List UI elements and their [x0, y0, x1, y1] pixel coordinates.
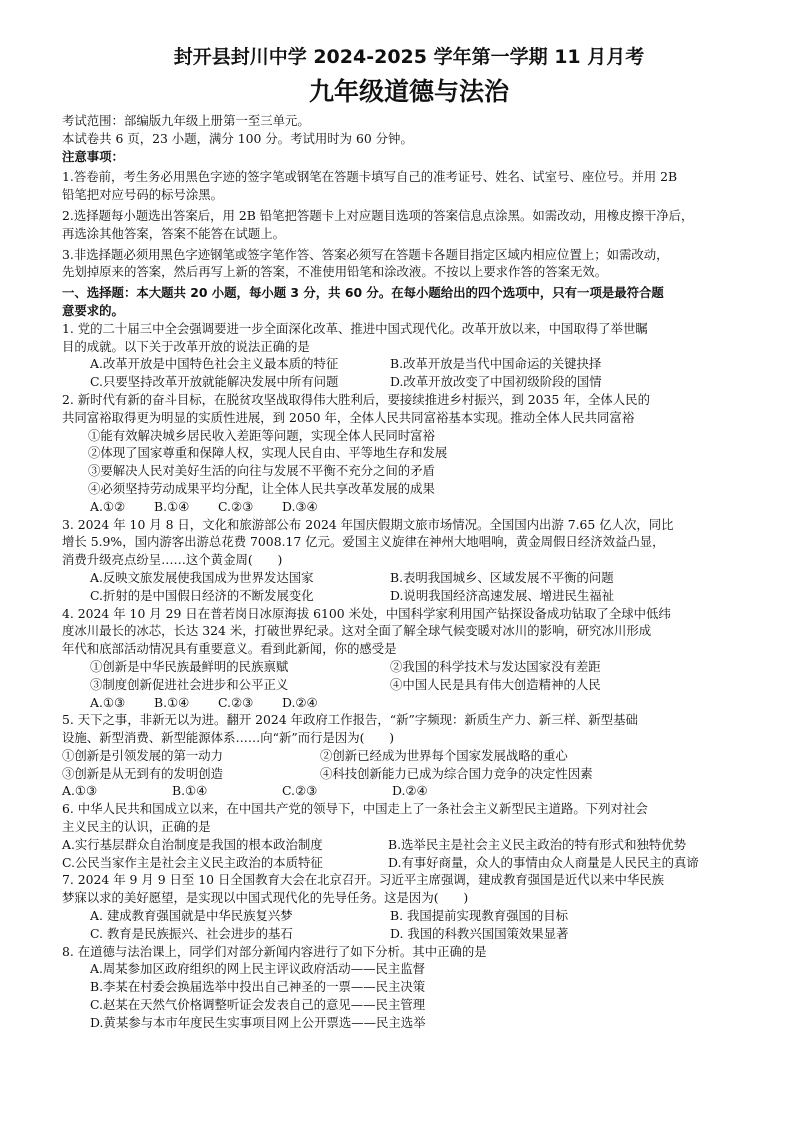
question-stem: 4. 2024 年 10 月 29 日在普若岗日冰原海拔 6100 米处，中国科学家利用国产钻探设备成功钻取了全球中低纬: [62, 605, 671, 621]
option-row: [62, 498, 756, 516]
option-d: D. 我国的科教兴国国策效果显著: [390, 925, 569, 941]
question-stem: 7. 2024 年 9 月 9 日至 10 日全国教育大会在北京召开。习近平主席强调，建成教育强国是近代以来中华民族: [62, 872, 665, 888]
option-c: C.只要坚持改革开放就能解决发展中所有问题: [90, 374, 339, 390]
option-d: D.有事好商量，众人的事情由众人商量是人民民主的真谛: [388, 854, 699, 870]
option-row: [62, 836, 756, 854]
question-stem: 消费升级亮点纷呈……这个黄金周( ): [62, 552, 283, 568]
section-heading-line-2: 意要求的。: [62, 302, 124, 318]
statement-row: [62, 676, 756, 694]
option-row: [62, 925, 756, 943]
option-row: [62, 587, 756, 605]
note-2-line-1: 2.选择题每小题选出答案后，用 2B 铅笔把答题卡上对应题目选项的答案信息点涂黑。如需改动，用橡皮擦干净后，: [62, 207, 694, 223]
notes-heading: 注意事项：: [62, 148, 124, 164]
option-d: D.说明我国经济高速发展、增进民生福祉: [390, 587, 615, 603]
statement-row: [62, 658, 756, 676]
exam-meta: 本试卷共 6 页，23 小题，满分 100 分。考试用时为 60 分钟。: [62, 130, 413, 146]
note-1-line-1: 1.答卷前，考生务必用黑色字迹的签字笔或钢笔在答题卡填写自己的准考证号、姓名、试室号、座位号。并用 2B: [62, 169, 678, 185]
option-b: B. 我国提前实现教育强国的目标: [390, 908, 569, 924]
exam-page: [62, 44, 756, 1032]
option-row: [62, 854, 756, 872]
statement-4: ④科技创新能力已成为综合国力竞争的决定性因素: [320, 765, 593, 781]
statement-row: [62, 747, 756, 765]
section-heading-line-1: 一、选择题：本大题共 20 小题，每小题 3 分，共 60 分。在每小题给出的四个选项中，只有一项是最符合题: [62, 285, 664, 301]
option-a: A.实行基层群众自治制度是我国的根本政治制度: [62, 836, 323, 852]
option-d: D.②④: [282, 694, 318, 710]
option-row: [62, 782, 756, 800]
school-title: 封开县封川中学 2024-2025 学年第一学期 11 月月考: [173, 46, 645, 68]
statement-2: ②我国的科学技术与发达国家没有差距: [390, 658, 601, 674]
subject-title: 九年级道德与法治: [308, 77, 509, 106]
statement-3: ③创新是从无到有的发明创造: [62, 765, 224, 781]
option-c: C.②③: [218, 498, 254, 514]
question-8: [62, 943, 756, 1032]
note-3-line-2: 先划掉原来的答案，然后再写上新的答案，不准使用铅笔和涂改液。不按以上要求作答的答案无效。: [62, 264, 608, 280]
question-stem: 5. 天下之事，非新无以为进。翻开 2024 年政府工作报告，“新”字频现：新质生产力、新三样、新型基础: [62, 712, 638, 728]
question-2: [62, 391, 756, 516]
option-c: C. 教育是民族振兴、社会进步的基石: [90, 925, 293, 941]
question-stem: 度冰川最长的冰芯，长达 324 米，打破世界纪录。这对全面了解全球气候变暖对冰川的影响，研究冰川形成: [62, 623, 652, 639]
question-6: [62, 800, 756, 871]
option-row: [62, 569, 756, 587]
option-b: B.表明我国城乡、区域发展不平衡的问题: [390, 569, 614, 585]
option-d: D.②④: [392, 783, 428, 799]
option-a: A. 建成教育强国就是中华民族复兴梦: [90, 908, 293, 924]
option-d: D.黄某参与本市年度民生实事项目网上公开票选——民主选举: [90, 1014, 426, 1030]
statement-2: ②体现了国家尊重和保障人权，实现人民自由、平等地生存和发展: [88, 445, 448, 461]
question-stem: 共同富裕取得更为明显的实质性进展，到 2050 年，全体人民共同富裕基本实现。推动全体人民共同富裕: [62, 409, 635, 425]
note-3-line-1: 3.非选择题必须用黑色字迹钢笔或签字笔作答、答案必须写在答题卡各题目指定区域内相应位置上；如需改动，: [62, 246, 669, 262]
statement-row: [62, 765, 756, 783]
option-row: [62, 355, 756, 373]
question-stem: 梦寐以求的美好愿望，是实现以中国式现代化的先导任务。这是因为( ): [62, 890, 469, 906]
option-c: C.②③: [218, 694, 254, 710]
option-d: D.③④: [282, 498, 318, 514]
statement-4: ④中国人民是具有伟大创造精神的人民: [390, 676, 601, 692]
option-c: C.②③: [282, 783, 318, 799]
question-3: [62, 516, 756, 605]
option-b: B.选举民主是社会主义民主政治的特有形式和独特优势: [388, 836, 687, 852]
question-stem: 8. 在道德与法治课上，同学们对部分新闻内容进行了如下分析。其中正确的是: [62, 943, 487, 959]
statement-1: ①创新是中华民族最鲜明的民族禀赋: [90, 658, 289, 674]
option-b: B.①④: [172, 783, 208, 799]
option-d: D.改革开放改变了中国初级阶段的国情: [390, 374, 602, 390]
option-c: C.公民当家作主是社会主义民主政治的本质特征: [62, 854, 323, 870]
option-b: B.李某在村委会换届选举中投出自己神圣的一票——民主决策: [90, 979, 426, 995]
question-stem: 年代和底部活动情况具有重要意义。看到此新闻，你的感受是: [62, 641, 397, 657]
option-b: B.①④: [154, 498, 190, 514]
option-row: [62, 373, 756, 391]
note-1-line-2: 铅笔把对应号码的标号涂黑。: [62, 187, 224, 203]
statement-4: ④必须坚持劳动成果平均分配，让全体人民共享改革发展的成果: [88, 480, 435, 496]
statement-1: ①能有效解决城乡居民收入差距等问题，实现全体人民同时富裕: [88, 427, 435, 443]
option-a: A.周某参加区政府组织的网上民主评议政府活动——民主监督: [90, 961, 426, 977]
option-row: [62, 907, 756, 925]
option-a: A.反映文旅发展使我国成为世界发达国家: [90, 569, 314, 585]
statement-3: ③制度创新促进社会进步和公平正义: [90, 676, 289, 692]
statement-3: ③要解决人民对美好生活的向往与发展不平衡不充分之间的矛盾: [88, 463, 435, 479]
question-stem: 1. 党的二十届三中全会强调要进一步全面深化改革、推进中国式现代化。改革开放以来，中国取得了举世瞩: [62, 320, 648, 336]
question-4: [62, 605, 756, 712]
option-a: A.①②: [90, 498, 126, 514]
question-7: [62, 871, 756, 942]
option-b: B.①④: [154, 694, 190, 710]
option-row: [62, 694, 756, 712]
option-b: B.改革开放是当代中国命运的关键抉择: [390, 356, 602, 372]
option-c: C.折射的是中国假日经济的不断发展变化: [90, 587, 314, 603]
question-5: [62, 711, 756, 800]
question-stem: 目的成就。以下关于改革开放的说法正确的是: [62, 338, 310, 354]
question-stem: 3. 2024 年 10 月 8 日，文化和旅游部公布 2024 年国庆假期文旅市场情况。全国国内出游 7.65 亿人次，同比: [62, 516, 674, 532]
option-c: C.赵某在天然气价格调整听证会发表自己的意见——民主管理: [90, 997, 426, 1013]
exam-scope: 考试范围：部编版九年级上册第一至三单元。: [62, 113, 310, 128]
note-2-line-2: 再选涂其他答案，答案不能答在试题上。: [62, 225, 286, 241]
statement-2: ②创新已经成为世界每个国家发展战略的重心: [320, 747, 568, 763]
option-a: A.①③: [90, 694, 126, 710]
question-stem: 主义民主的认识，正确的是: [62, 819, 211, 835]
option-a: A.①③: [62, 783, 98, 799]
question-stem: 设施、新型消费、新型能源体系……向“新”而行是因为( ): [62, 730, 395, 746]
question-stem: 2. 新时代有新的奋斗目标，在脱贫攻坚战取得伟大胜利后，要接续推进乡村振兴，到 2035 年，全体人民的: [62, 391, 650, 407]
statement-1: ①创新是引领发展的第一动力: [62, 747, 224, 763]
option-a: A.改革开放是中国特色社会主义最本质的特征: [90, 356, 339, 372]
question-1: [62, 320, 756, 391]
question-stem: 6. 中华人民共和国成立以来，在中国共产党的领导下，中国走上了一条社会主义新型民主道路。下列对社会: [62, 801, 648, 817]
question-stem: 增长 5.9%，国内游客出游总花费 7008.17 亿元。爱国主义旋律在神州大地唱响，黄金周假日经济效益凸显，: [62, 534, 665, 550]
